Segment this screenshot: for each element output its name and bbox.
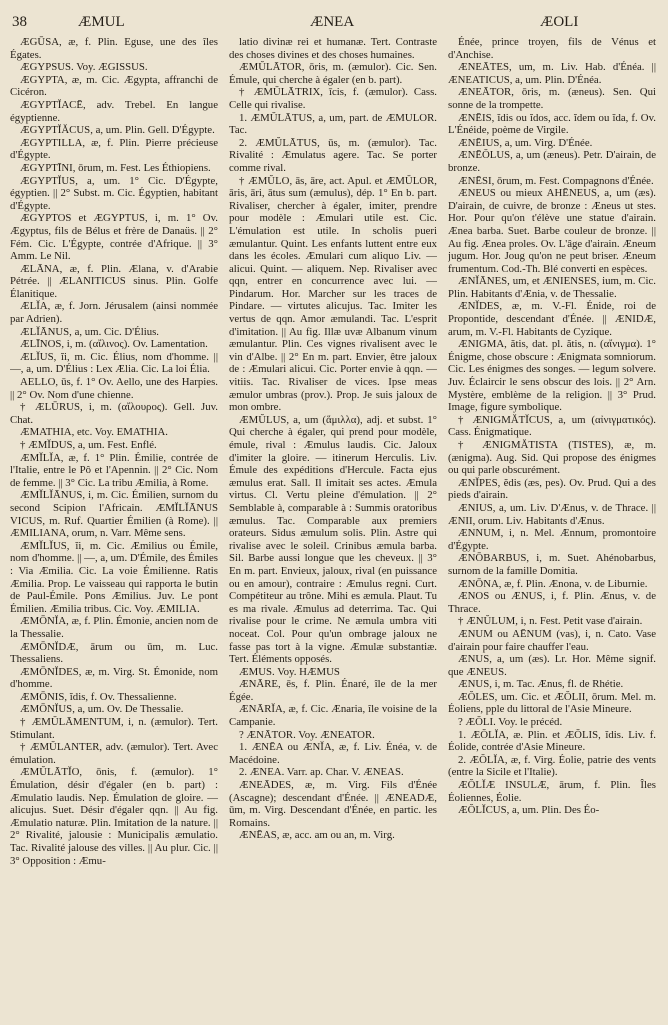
dictionary-entry: † ÆNIGMĂTISTA (TISTES), æ, m. (ænigma). Aug. Sid. Qui propose des énigmes ou qui parle obscurément. — [448, 439, 656, 477]
dictionary-entry: ÆGYPSUS. Voy. ÆGISSUS. — [20, 61, 148, 74]
dictionary-entry: ÆMĬLĬA, æ, f. 1° Plin. Émilie, contrée de l'Italie, entre le Pô et l'Apennin. || 2° Cic. Nom de femme. || 3° Cic. La tribu Æmilia, à Rome. — [10, 451, 218, 489]
dictionary-entry: ÆMŌNĬA, æ, f. Plin. Émonie, ancien nom de la Thessalie. — [10, 615, 218, 640]
dictionary-entry: AELLO, ūs, f. 1° Ov. Aello, une des Harpies. || 2° Ov. Nom d'une chienne. — [10, 376, 218, 401]
dictionary-entry: ÆLĬUS, ĭi, m. Cic. Élius, nom d'homme. || —, a, um. D'Élius : Lex Ælia. Cic. La loi Élia. — [10, 350, 218, 376]
dictionary-entry: ÆNUS, i, m. Tac. Ænus, fl. de Rhétie. — [458, 678, 624, 691]
dictionary-entry: ÆLĬĀNUS, a, um. Cic. D'Élius. — [20, 325, 159, 338]
dictionary-entry: † ÆMŬLANTER, adv. (æmulor). Tert. Avec émulation. — [10, 741, 218, 766]
dictionary-entry: ÆMŬLĀTOR, ōris, m. (æmulor). Cic. Sen. Émule, qui cherche à égaler (en b. part). — [229, 61, 437, 86]
dictionary-entry: ÆMĬLĬĀNUS, i, m. Cic. Émilien, surnom du second Scipion l'Africain. ÆMĬLĬĀNUS VICUS, m. Ruf. Quartier Émilien (à Rome). || ÆMILIANA, orum, n. Varr. Même sens. — [10, 489, 218, 540]
dictionary-entry: ÆŎLĬCUS, a, um. Plin. Des Éo- — [458, 804, 600, 817]
dictionary-entry: 2. ÆMŬLĀTUS, ūs, m. (æmulor). Tac. Rivalité : Æmulatus agere. Tac. Se porter comme rival. — [229, 136, 437, 174]
dictionary-entry: ÆGYPTĪNI, ōrum, m. Fest. Les Éthiopiens. — [20, 161, 211, 174]
dictionary-entry: 1. ÆMŬLĀTUS, a, um, part. de ÆMULOR. Tac. — [229, 111, 437, 137]
dictionary-entry: ÆMŬLĀTĬO, ōnis, f. (æmulor). 1° Émulation, désir d'égaler (en b. part) : Æmulatio laudis. Nep. Émulation de gloire. — alicujus. Suet. Désir d'égaler qqn. || Au fig. Æmulatio naturæ. Plin. Imitation de la nature. || 2° Rivalité, jalousie : Municipalis æmulatio. Tac. Rivalité jalouse des villes. || Au plur. Cic. || 3° Opposition : Æmu- — [10, 766, 218, 867]
dictionary-entry: ÆGYPTĬĂCUS, a, um. Plin. Gell. D'Égypte. — [20, 124, 215, 137]
dictionary-entry: ÆNĀRE, ēs, f. Plin. Énaré, île de la mer Égée. — [229, 678, 437, 703]
dictionary-entry: 1. ÆŎLĬA, æ. Plin. et ÆŎLIS, ĭdis. Liv. f. Éolide, contrée d'Asie Mineure. — [448, 728, 656, 754]
column-left — [10, 36, 218, 1023]
dictionary-entry: ÆNĬĀNES, um, et ÆNIENSES, ium, m. Cic. Plin. Habitants d'Ænia, v. de Thessalie. — [448, 275, 656, 300]
dictionary-entry: ÆGYPTILLA, æ, f. Plin. Pierre précieuse d'Égypte. — [10, 136, 218, 162]
dictionary-entry: ÆŎLĬÆ INSULÆ, ārum, f. Plin. Îles Éoliennes, Éolie. — [448, 779, 656, 804]
dictionary-entry: ? ÆŎLI. Voy. le précéd. — [458, 716, 563, 729]
dictionary-entry: ÆMŌNĬDES, æ, m. Virg. St. Émonide, nom d'homme. — [10, 665, 218, 691]
page-number: 38 — [12, 14, 27, 30]
dictionary-entry: ÆNŌNA, æ, f. Plin. Ænona, v. de Liburnie. — [458, 577, 648, 590]
dictionary-entry: ÆGYPTOS et ÆGYPTUS, i, m. 1° Ov. Ægyptus, fils de Bélus et frère de Danaüs. || 2° Fém. Cic. L'Égypte, contrée d'Afrique. || 3° Amm. Le Nil. — [10, 212, 218, 263]
column-right — [448, 36, 656, 1023]
dictionary-entry: ÆNĒIUS, a, um. Virg. D'Énée. — [458, 136, 593, 149]
dictionary-entry: ÆNNUM, i, n. Mel. Ænnum, promontoire d'Égypte. — [448, 527, 656, 552]
dictionary-entry: ÆMŌNĬUS, a, um. Ov. De Thessalie. — [20, 703, 184, 716]
dictionary-entry: † ÆMŬLO, ās, āre, act. Apul. et ÆMŬLOR, āris, āri, ātus sum (æmulus), dép. 1° En b. part. Rivaliser, chercher à égaler, imiter, prendre pour modèle : Æmulari utile est. Cic. L'émulation est utile. In scholis pueri æmulantur. Quint. Les enfants luttent entre eux dans les écoles. Æmulari cum aliquo Liv. — alicui. Quint. — aliquem. Nep. Rivaliser avec qqn, entrer en concurrence avec lui. — Pindarum. Hor. Marcher sur les traces de Pindare. — virtutes alicujus. Tac. Imiter les vertus de qqn. Amor æmulandi. Tac. L'esprit d'imitation. || Au fig. Illæ uvæ Albanum vinum æmulantur. Plin. Ces vignes rivalisent avec le vin d'Albe. || 2° En m. part. Envier, être jaloux de : Æmulari alicui. Cic. Porter envie à qqn. — vitiis. Tac. Rivaliser de vices. Ipse meas æmulor umbras (prov.). Prop. Je suis jaloux de mon ombre. — [229, 174, 437, 414]
running-header — [12, 8, 656, 34]
dictionary-entry: ÆNĒAS, æ, acc. am ou an, m. Virg. — [239, 829, 395, 842]
dictionary-entry: ÆMĬLĬUS, ĭi, m. Cic. Æmilius ou Émile, nom d'homme. || —, a, um. D'Émile, des Émiles : Via Æmilia. Cic. La voie Émilienne. Ratis Æmilia. Prop. Le vaisseau qui rapporta le butin de Paul-Émile. Pons Æmilius. Juv. Le pont Émilien. Æmilia tribus. Cic. Voy. ÆMILIA. — [10, 539, 218, 615]
dictionary-entry: ÆNĒŎLUS, a, um (æneus). Petr. D'airain, de bronze. — [448, 149, 656, 174]
dictionary-entry: † ÆMĬDUS, a, um. Fest. Enflé. — [20, 439, 157, 451]
dictionary-entry: ÆNĒIS, ĭdis ou ĭdos, acc. ĭdem ou ĭda, f. Ov. L'Énéide, poème de Virgile. — [448, 111, 656, 137]
dictionary-entry: † ÆNŬLUM, i, n. Fest. Petit vase d'airain. — [458, 615, 643, 628]
dictionary-entry: ÆNĬPES, ĕdis (æs, pes). Ov. Prud. Qui a des pieds d'airain. — [448, 476, 656, 502]
dictionary-entry: ÆMUS. Voy. HÆMUS — [239, 665, 340, 678]
header-word-center: ÆNEA — [310, 14, 355, 30]
dictionary-entry: Énée, prince troyen, fils de Vénus et d'Anchise. — [448, 36, 656, 61]
dictionary-entry: ÆMŌNIS, ĭdis, f. Ov. Thessalienne. — [20, 690, 177, 703]
dictionary-entry: ÆNĒSI, ōrum, m. Fest. Compagnons d'Énée. — [458, 174, 654, 187]
dictionary-entry: ÆNEĀDES, æ, m. Virg. Fils d'Énée (Ascagne); descendant d'Énée. || ÆNEADÆ, ūm, m. Virg. Descendant d'Énée, en partic. les Romains. — [229, 779, 437, 829]
dictionary-entry: ÆGYPTA, æ, m. Cic. Ægypta, affranchi de Cicéron. — [10, 73, 218, 99]
dictionary-entry: ÆNĀRĬA, æ, f. Cic. Ænaria, île voisine de la Campanie. — [229, 703, 437, 729]
dictionary-entry: ÆMATHIA, etc. Voy. EMATHIA. — [20, 426, 168, 439]
dictionary-entry: ÆNUS, a, um (æs). Lr. Hor. Même signif. que ÆNEUS. — [448, 653, 656, 678]
dictionary-entry: 2. ÆNEA. Varr. ap. Char. V. ÆNEAS. — [239, 766, 404, 779]
dictionary-entry: ÆNEĀTOR, ōris, m. (æneus). Sen. Qui sonne de la trompette. — [448, 86, 656, 111]
dictionary-entry: ÆNUM ou AĒNUM (vas), i, n. Cato. Vase d'airain pour faire chauffer l'eau. — [448, 627, 656, 653]
dictionary-entry: ÆGYPTĬACĒ, adv. Trebel. En langue égyptienne. — [10, 98, 218, 124]
header-word-right: ÆOLI — [540, 14, 579, 30]
dictionary-entry: ÆNIGMA, ătis, dat. pl. ătis, n. (αἴνιγμα). 1° Énigme, chose obscure : Ænigmata somniorum. Cic. Les énigmes des songes. — legum solvere. Juv. Éclaircir le sens obscur des lois. || 2° Arn. Mystère, emblème de la religion. || 3° Prud. Image, figure symbolique. — [448, 338, 656, 414]
dictionary-entry: ÆŎLES, um. Cic. et ÆŎLII, ōrum. Mel. m. Éoliens, pple du littoral de l'Asie Mineure. — [448, 690, 656, 716]
dictionary-entry: ÆMŌNĬDÆ, ārum ou ūm, m. Luc. Thessaliens. — [10, 640, 218, 666]
dictionary-entry: ÆNIUS, a, um. Liv. D'Ænus, v. de Thrace. || ÆNII, orum. Liv. Habitants d'Ænus. — [448, 501, 656, 527]
dictionary-entry: ÆLĬA, æ, f. Jorn. Jérusalem (ainsi nommée par Adrien). — [10, 300, 218, 326]
dictionary-entry: ÆLĪNOS, i, m. (αἴλινος). Ov. Lamentation. — [20, 338, 208, 351]
dictionary-entry: ÆNEUS ou mieux AHĒNEUS, a, um (æs). D'airain, de cuivre, de bronze : Æneus ut stes. Hor. Pour qu'on t'élève une statue d'airain. Ænea barba. Suet. Barbe couleur de bronze. || Au fig. Ænea proles. Ov. L'âge d'airain. Æneum jugum. Hor. Joug qu'on ne peut briser. Æneum frumentum. Cod.-Th. Blé converti en espèces. — [448, 187, 656, 275]
dictionary-entry: † ÆMŬLĀMENTUM, i, n. (æmulor). Tert. Stimulant. — [10, 716, 218, 741]
column-center — [229, 36, 437, 1023]
dictionary-entry: † ÆLŪRUS, i, m. (αἴλουρος). Gell. Juv. Chat. — [10, 401, 218, 426]
header-word-left: ÆMUL — [78, 14, 125, 30]
dictionary-entry: ÆGYPTĬUS, a, um. 1° Cic. D'Égypte, égyptien. || 2° Subst. m. Cic. Égyptien, habitant d'Égypte. — [10, 174, 218, 212]
dictionary-entry: ÆGŪSA, æ, f. Plin. Eguse, une des îles Égates. — [10, 36, 218, 61]
dictionary-entry: † ÆNIGMĂTĬCUS, a, um (αἰνιγματικός). Cass. Énigmatique. — [448, 413, 656, 439]
dictionary-entry: ÆNŌBARBUS, i, m. Suet. Ahénobarbus, surnom de la famille Domitia. — [448, 552, 656, 577]
dictionary-entry: ? ÆNĀTOR. Voy. ÆNEATOR. — [239, 728, 375, 741]
dictionary-entry: ÆMŬLUS, a, um (ἅμιλλα), adj. et subst. 1° Qui cherche à égaler, qui prend pour modèle, émule, rival : Æmulus laudis. Cic. Jaloux d'imiter la gloire. — itinerum Herculis. Liv. Émule des expéditions d'Hercule. Facta ejus æmulus erat. Sall. Il imitait ses actes. Æmula virtus. Cl. Vertu pleine d'émulation. || 2° Semblable à, comparable à : Summis oratoribus æmulus. Tac. Comparable aux premiers orateurs. Sidus æmulum solis. Plin. Astre qui rivalise avec le soleil. Crinibus æmula barba. Sil. Barbe aussi longue que les cheveux. || 3° En m. part. Envieux, jaloux, rival (en puissance ou en amour), contraire : Æmulus regni. Curt. Compétiteur au trône. Mihi es æmula. Plaut. Tu es ma rivale. Æmulus ad deterrima. Tac. Qui rivalise pour le crime. Ne æmula umbra viti noceat. Col. Pour qu'un ombrage jaloux ne fasse pas tort à la vigne. Æmulæ substantiæ. Tert. Éléments opposés. — [229, 413, 437, 666]
dictionary-entry: ÆNĬDES, æ, m. V.-Fl. Énide, roi de Propontide, descendant d'Énée. || ÆNIDÆ, arum, m. V.-Fl. Habitants de Cyzique. — [448, 300, 656, 338]
dictionary-entry: ÆLĀNA, æ, f. Plin. Ælana, v. d'Arabie Pétrée. || ÆLANITICUS sinus. Plin. Golfe Élanitique. — [10, 262, 218, 300]
dictionary-entry: ÆNOS ou ÆNUS, i, f. Plin. Ænus, v. de Thrace. — [448, 590, 656, 615]
dictionary-entry: ÆNEĀTES, um, m. Liv. Hab. d'Énéa. || ÆNEATICUS, a, um. Plin. D'Énéa. — [448, 61, 656, 86]
dictionary-entry: † ÆMŬLĀTRIX, īcis, f. (æmulor). Cass. Celle qui rivalise. — [229, 86, 437, 111]
dictionary-entry: latio divinæ rei et humanæ. Tert. Contraste des choses divines et des choses humaines. — [229, 36, 437, 61]
dictionary-entry: 1. ÆNĒA ou ÆNĬA, æ, f. Liv. Énéa, v. de Macédoine. — [229, 741, 437, 766]
dictionary-entry: 2. ÆŎLĬA, æ, f. Virg. Éolie, patrie des vents (entre la Sicile et l'Italie). — [448, 753, 656, 779]
